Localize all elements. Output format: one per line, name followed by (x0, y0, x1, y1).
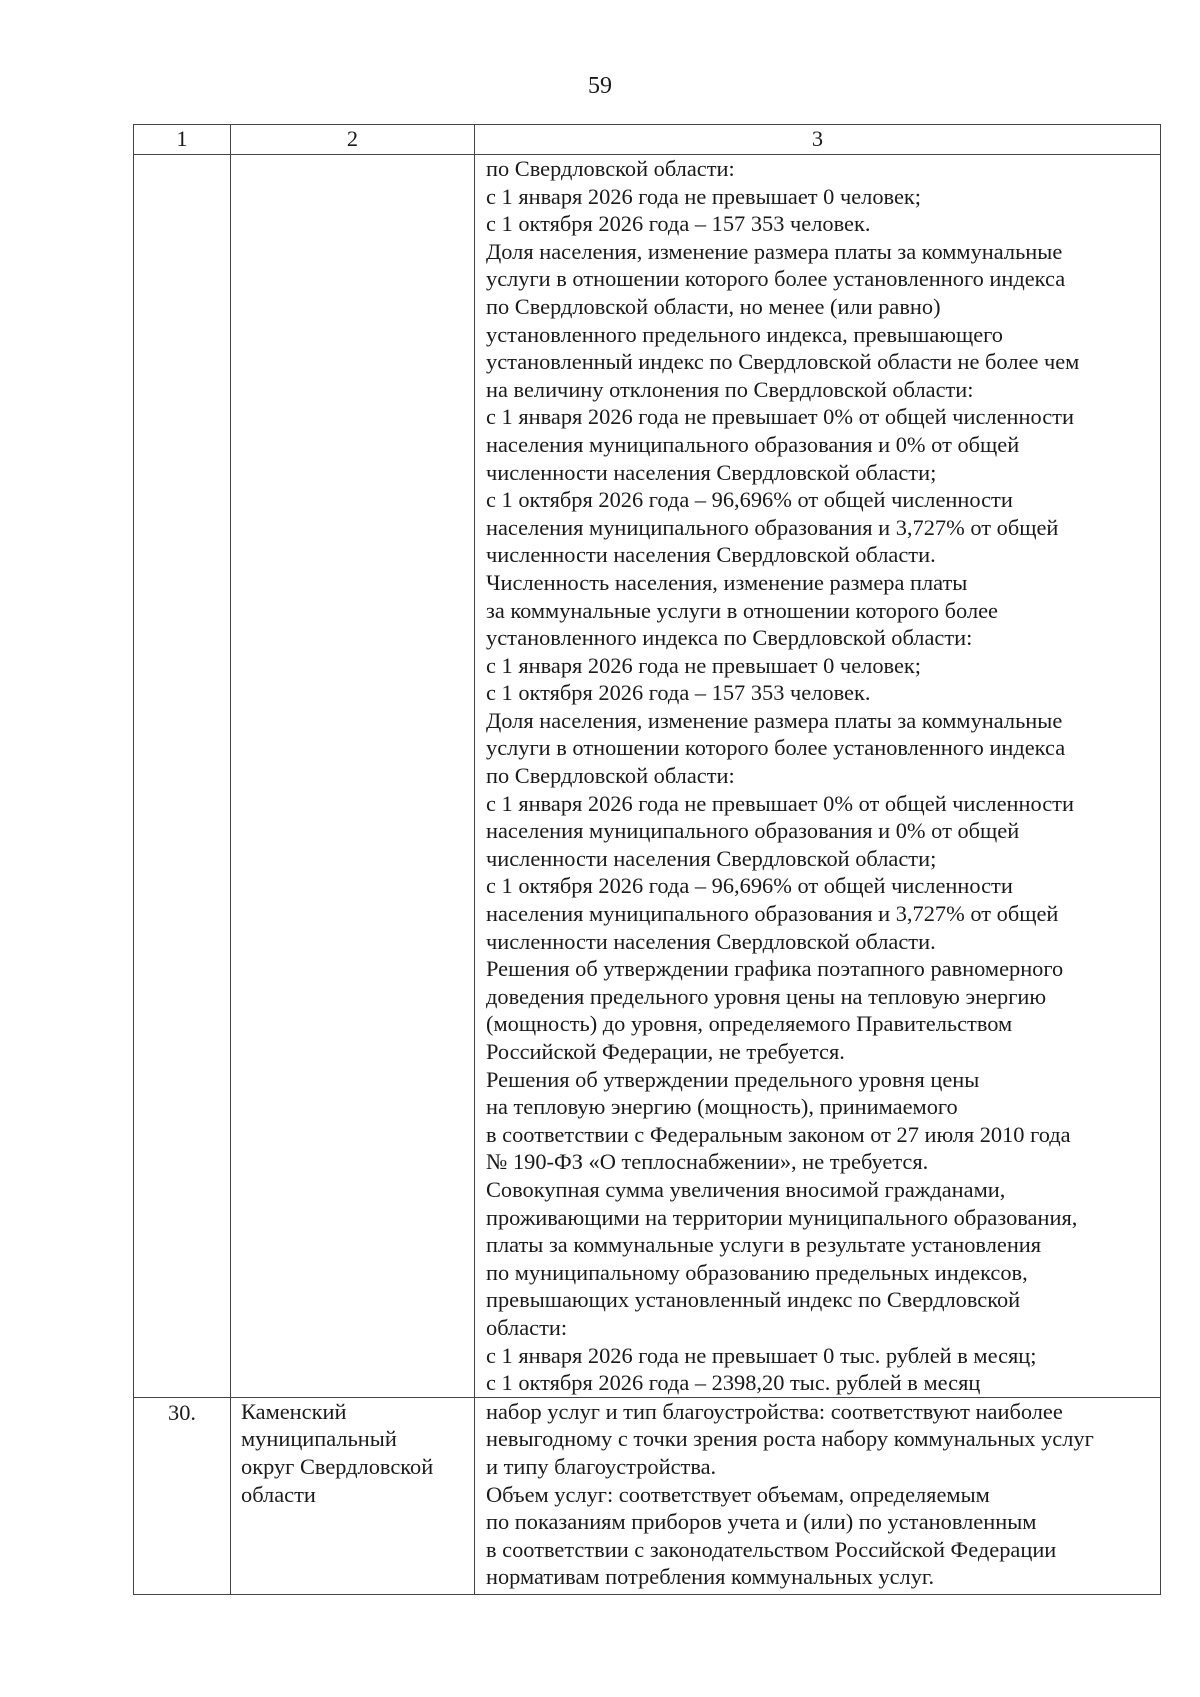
municipality-name-cell (231, 1397, 475, 1594)
text-line: и типу благоустройства. (486, 1453, 717, 1479)
column-header-3: 3 (475, 125, 1161, 155)
text-line: по муниципальному образованию предельных индексов, (486, 1259, 1028, 1285)
text-line: муниципальный (241, 1426, 397, 1452)
text-line: с 1 января 2026 года не превышает 0 человек; (486, 652, 921, 678)
text-line: установленного предельного индекса, превышающего (486, 321, 1004, 347)
table-row (134, 155, 1161, 1398)
text-line: с 1 января 2026 года не превышает 0% от общей численности (486, 790, 1074, 816)
text-line: с 1 октября 2026 года – 157 353 человек. (486, 211, 871, 237)
text-line: Доля населения, изменение размера платы за коммунальные (486, 238, 1063, 264)
text-line: с 1 октября 2026 года – 96,696% от общей численности (486, 487, 1013, 513)
text-line: в соответствии с законодательством Российской Федерации (486, 1536, 1057, 1562)
column-header-1: 1 (134, 125, 231, 155)
text-line: по Свердловской области: (486, 156, 735, 181)
description-cell (475, 155, 1161, 1398)
text-line: с 1 января 2026 года не превышает 0 человек; (486, 183, 921, 209)
text-line: Решения об утверждении графика поэтапного равномерного (486, 956, 1064, 982)
text-line: численности населения Свердловской области; (486, 459, 937, 485)
text-line: с 1 октября 2026 года – 96,696% от общей численности (486, 873, 1013, 899)
text-line: с 1 октября 2026 года – 2398,20 тыс. рублей в месяц (486, 1370, 981, 1396)
text-line: населения муниципального образования и 0% от общей (486, 431, 1020, 457)
text-line: установленный индекс по Свердловской области не более чем (486, 349, 1080, 375)
text-line: с 1 октября 2026 года – 157 353 человек. (486, 680, 871, 706)
text-line: № 190-ФЗ «О теплоснабжении», не требуется. (486, 1149, 929, 1175)
text-line: Объем услуг: соответствует объемам, определяемым (486, 1481, 990, 1507)
text-line: по показаниям приборов учета и (или) по установленным (486, 1509, 1037, 1535)
document-table (133, 124, 1161, 1595)
text-line: по Свердловской области, но менее (или равно) (486, 293, 941, 319)
text-line: за коммунальные услуги в отношении которого более (486, 597, 998, 623)
text-line: превышающих установленный индекс по Свердловской (486, 1287, 1021, 1313)
text-line: населения муниципального образования и 3,727% от общей (486, 901, 1059, 927)
table-header-row (134, 125, 1161, 155)
table-row (134, 1397, 1161, 1594)
text-line: Численность населения, изменение размера платы (486, 569, 968, 595)
text-line: населения муниципального образования и 0% от общей (486, 818, 1020, 844)
text-line: Решения об утверждении предельного уровня цены (486, 1066, 980, 1092)
text-line: округ Свердловской (241, 1453, 434, 1479)
text-line: численности населения Свердловской области. (486, 928, 936, 954)
text-line: Совокупная сумма увеличения вносимой гражданами, (486, 1176, 1006, 1202)
text-line: невыгодному с точки зрения роста набору коммунальных услуг (486, 1426, 1094, 1452)
text-line: (мощность) до уровня, определяемого Правительством (486, 1011, 1013, 1037)
text-line: по Свердловской области: (486, 763, 735, 789)
column-header-2: 2 (231, 125, 475, 155)
text-line: услуги в отношении которого более установленного индекса (486, 735, 1066, 761)
text-line: населения муниципального образования и 3,727% от общей (486, 514, 1059, 540)
text-line: доведения предельного уровня цены на тепловую энергию (486, 983, 1047, 1009)
description-cell (475, 1397, 1161, 1594)
text-line: Российской Федерации, не требуется. (486, 1039, 845, 1064)
text-line: в соответствии с Федеральным законом от 27 июля 2010 года (486, 1121, 1071, 1147)
text-line: на тепловую энергию (мощность), принимаемого (486, 1094, 958, 1120)
page-number: 59 (588, 73, 612, 99)
text-line: нормативам потребления коммунальных услуг. (486, 1564, 935, 1590)
text-line: области: (486, 1314, 568, 1340)
text-line: области (241, 1481, 316, 1507)
text-line: Каменский (241, 1398, 347, 1424)
text-line: на величину отклонения по Свердловской области: (486, 376, 974, 402)
text-line: установленного индекса по Свердловской области: (486, 625, 973, 651)
text-line: проживающими на территории муниципального образования, (486, 1204, 1078, 1230)
text-line: с 1 января 2026 года не превышает 0 тыс. рублей в месяц; (486, 1342, 1037, 1368)
row-number-cell: 30. (134, 1397, 231, 1594)
text-line: Доля населения, изменение размера платы за коммунальные (486, 707, 1063, 733)
text-line: услуги в отношении которого более установленного индекса (486, 266, 1066, 292)
text-line: платы за коммунальные услуги в результате установления (486, 1232, 1042, 1258)
text-line: численности населения Свердловской области. (486, 542, 936, 568)
row-number-cell (134, 155, 231, 1398)
text-line: набор услуг и тип благоустройства: соответствуют наиболее (486, 1398, 1063, 1424)
text-line: с 1 января 2026 года не превышает 0% от общей численности (486, 404, 1074, 430)
municipality-name-cell (231, 155, 475, 1398)
text-line: численности населения Свердловской области; (486, 845, 937, 871)
